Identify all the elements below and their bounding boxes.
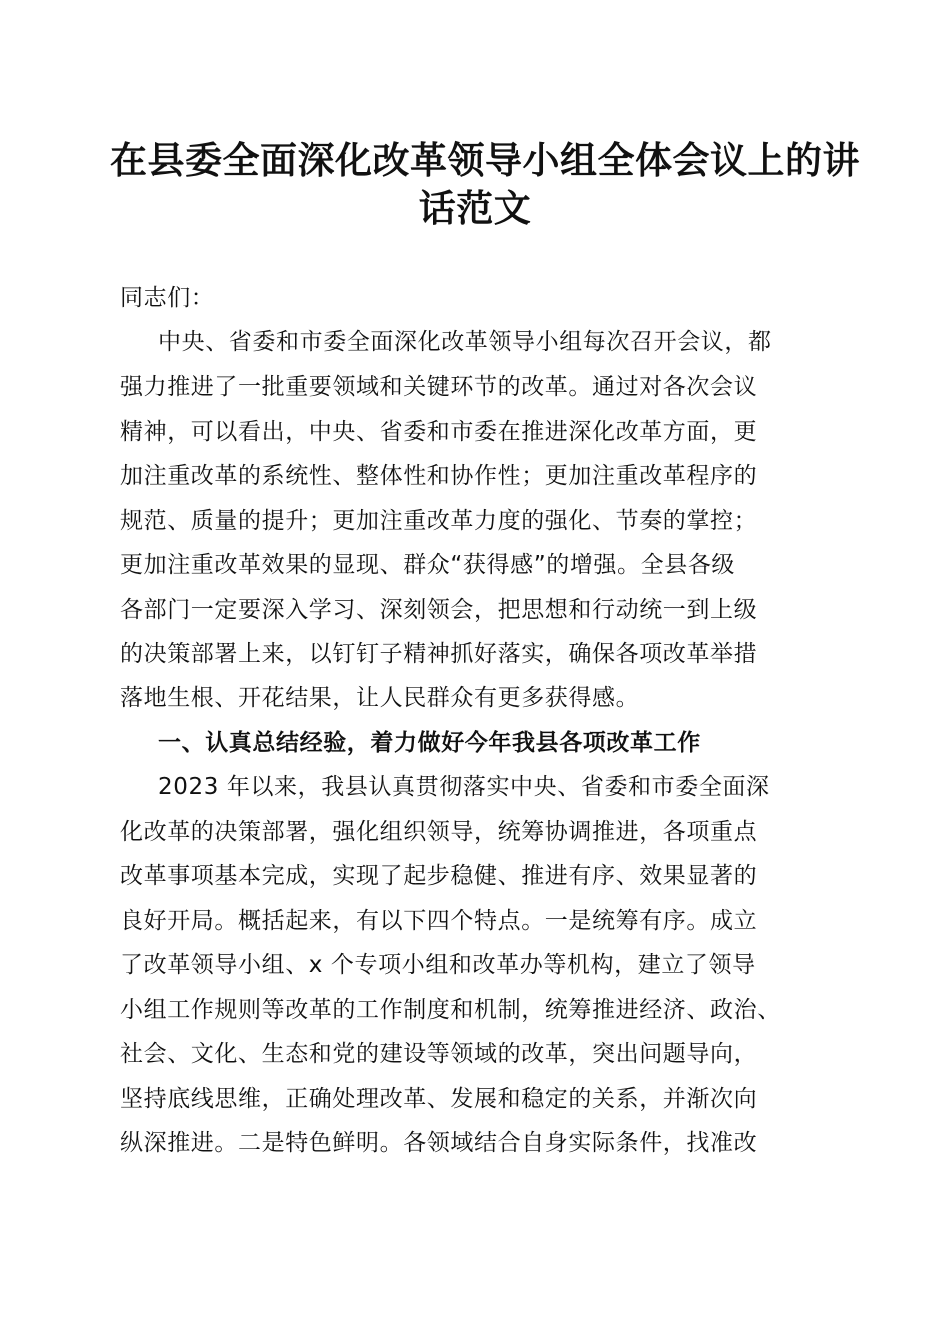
paragraph-2-line: 坚持底线思维，正确处理改革、发展和稳定的关系，并渐次向 [120,1086,758,1112]
salutation: 同志们： [120,285,215,311]
paragraph-2-line: 社会、文化、生态和党的建设等领域的改革，突出问题导向， [120,1041,758,1067]
document-title-line-2: 话范文 [418,186,532,230]
paragraph-2-line: 改革事项基本完成，实现了起步稳健、推进有序、效果显著的 [120,863,758,889]
paragraph-2-line: 纵深推进。二是特色鲜明。各领域结合自身实际条件，找准改 [120,1130,758,1156]
paragraph-1-line: 加注重改革的系统性、整体性和协作性；更加注重改革程序的 [120,463,758,489]
paragraph-1-line: 中央、省委和市委全面深化改革领导小组每次召开会议，都 [158,329,772,355]
paragraph-1-line: 更加注重改革效果的显现、群众“获得感”的增强。全县各级 [120,552,736,578]
paragraph-1-line: 规范、质量的提升；更加注重改革力度的强化、节奏的掌控； [120,508,758,534]
paragraph-1-line: 各部门一定要深入学习、深刻领会，把思想和行动统一到上级 [120,597,758,623]
paragraph-1-line: 强力推进了一批重要领域和关键环节的改革。通过对各次会议 [120,374,758,400]
paragraph-2-line: 小组工作规则等改革的工作制度和机制，统筹推进经济、政治、 [120,997,781,1023]
document-title-line-1: 在县委全面深化改革领导小组全体会议上的讲 [110,138,860,182]
paragraph-1-line: 精神，可以看出，中央、省委和市委在推进深化改革方面，更 [120,419,758,445]
section-1-heading: 一、认真总结经验，着力做好今年我县各项改革工作 [158,730,701,756]
paragraph-2-line: 化改革的决策部署，强化组织领导，统筹协调推进，各项重点 [120,819,758,845]
paragraph-2-line: 2023 年以来，我县认真贯彻落实中央、省委和市委全面深 [158,774,770,800]
paragraph-2-line: 了改革领导小组、x 个专项小组和改革办等机构，建立了领导 [120,952,756,978]
paragraph-1-line: 落地生根、开花结果，让人民群众有更多获得感。 [120,685,640,711]
paragraph-1-line: 的决策部署上来，以钉钉子精神抓好落实，确保各项改革举措 [120,641,758,667]
paragraph-2-line: 良好开局。概括起来，有以下四个特点。一是统筹有序。成立 [120,908,758,934]
